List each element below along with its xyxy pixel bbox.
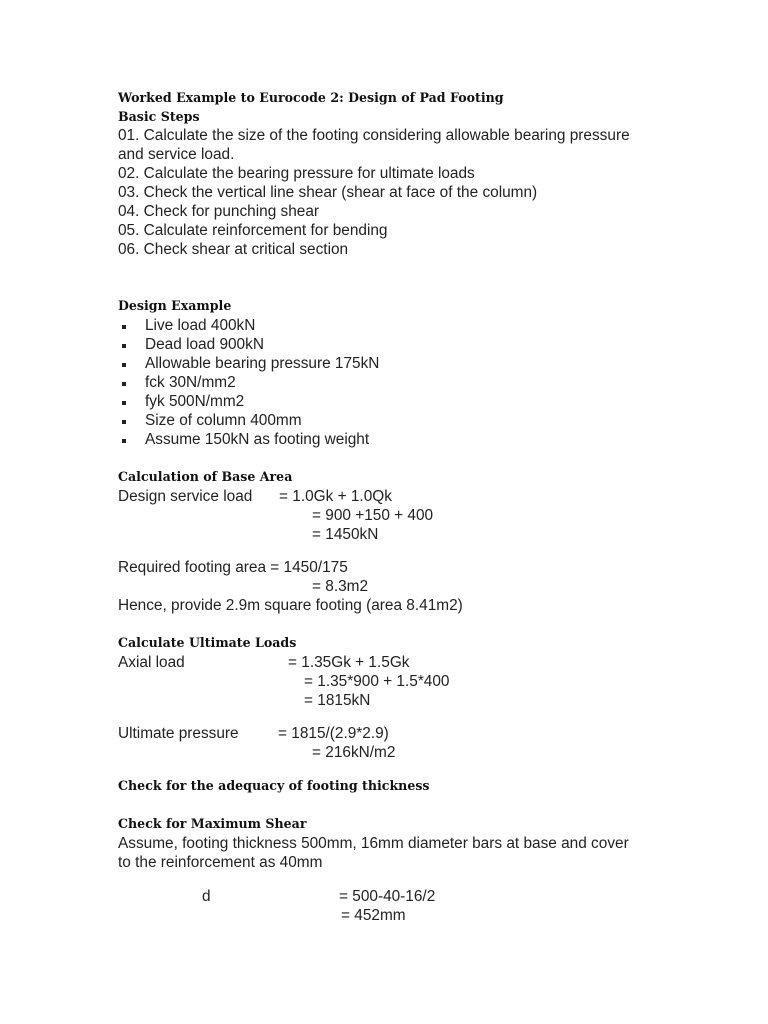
bullet-marker bbox=[122, 325, 126, 329]
ultimate-pressure-result: = 216kN/m2 bbox=[312, 744, 396, 761]
service-load-result: = 1450kN bbox=[312, 526, 379, 543]
thickness-heading: Check for the adequacy of footing thickness bbox=[118, 778, 430, 793]
design-example-item: Live load 400kN bbox=[145, 317, 256, 334]
max-shear-text: Assume, footing thickness 500mm, 16mm diameter bars at base and cover bbox=[118, 835, 629, 852]
effective-depth-expr: = 500-40-16/2 bbox=[339, 888, 436, 905]
footing-area-result: = 8.3m2 bbox=[312, 578, 369, 595]
service-load-expr: = 1.0Gk + 1.0Qk bbox=[279, 488, 392, 505]
basic-step-line: 02. Calculate the bearing pressure for ultimate loads bbox=[118, 165, 475, 182]
bullet-marker bbox=[122, 439, 126, 443]
bullet-marker bbox=[122, 401, 126, 405]
ultimate-pressure-expr: = 1815/(2.9*2.9) bbox=[278, 725, 389, 742]
design-example-item: fck 30N/mm2 bbox=[145, 374, 236, 391]
design-example-item: Size of column 400mm bbox=[145, 412, 302, 429]
bullet-marker bbox=[122, 363, 126, 367]
basic-step-line: 03. Check the vertical line shear (shear at face of the column) bbox=[118, 184, 538, 201]
design-example-item: fyk 500N/mm2 bbox=[145, 393, 245, 410]
basic-step-line: 06. Check shear at critical section bbox=[118, 241, 349, 258]
basic-step-line: 05. Calculate reinforcement for bending bbox=[118, 222, 388, 239]
footing-area-label: Required footing area = 1450/175 bbox=[118, 559, 348, 576]
base-area-heading: Calculation of Base Area bbox=[118, 469, 293, 484]
basic-step-line: 04. Check for punching shear bbox=[118, 203, 320, 220]
basic-steps-heading: Basic Steps bbox=[118, 109, 200, 124]
effective-depth-label: d bbox=[202, 888, 211, 905]
axial-load-result: = 1815kN bbox=[304, 692, 371, 709]
service-load-label: Design service load bbox=[118, 488, 253, 505]
bullet-marker bbox=[122, 420, 126, 424]
ultimate-loads-heading: Calculate Ultimate Loads bbox=[118, 635, 297, 650]
basic-step-line: 01. Calculate the size of the footing considering allowable bearing pressure bbox=[118, 127, 630, 144]
design-example-item: Dead load 900kN bbox=[145, 336, 264, 353]
axial-load-expr: = 1.35Gk + 1.5Gk bbox=[288, 654, 410, 671]
service-load-expr: = 900 +150 + 400 bbox=[312, 507, 434, 524]
bullet-marker bbox=[122, 344, 126, 348]
ultimate-pressure-label: Ultimate pressure bbox=[118, 725, 239, 742]
design-example-item: Allowable bearing pressure 175kN bbox=[145, 355, 380, 372]
bullet-marker bbox=[122, 382, 126, 386]
effective-depth-result: = 452mm bbox=[341, 907, 406, 924]
axial-load-expr: = 1.35*900 + 1.5*400 bbox=[304, 673, 450, 690]
design-example-heading: Design Example bbox=[118, 298, 232, 313]
design-example-item: Assume 150kN as footing weight bbox=[145, 431, 370, 448]
provide-footing-text: Hence, provide 2.9m square footing (area 8.41m2) bbox=[118, 597, 463, 614]
max-shear-text: to the reinforcement as 40mm bbox=[118, 854, 323, 871]
axial-load-label: Axial load bbox=[118, 654, 185, 671]
document-title: Worked Example to Eurocode 2: Design of Pad Footing bbox=[118, 90, 504, 105]
max-shear-heading: Check for Maximum Shear bbox=[118, 816, 307, 831]
basic-step-line: and service load. bbox=[118, 146, 235, 163]
